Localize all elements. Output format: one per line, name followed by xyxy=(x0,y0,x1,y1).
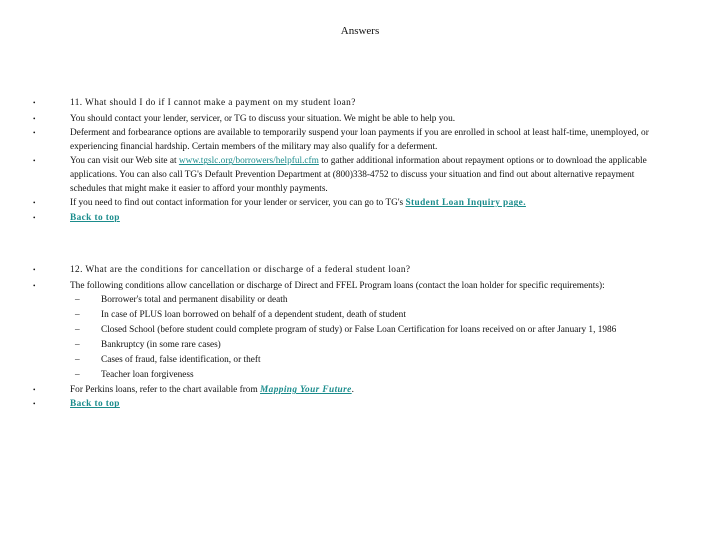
text: If you need to find out contact information for your lender or servicer, you can go to TG's xyxy=(70,198,406,209)
condition-text: Closed School (before student could complete program of study) or False Loan Certification for loans received on or after January 1, 1986 xyxy=(101,325,617,336)
answer-paragraph xyxy=(33,384,663,398)
answer-paragraph: • The following conditions allow cancellation or discharge of Direct and FFEL Program loans (contact the loan holder for specific requirements): xyxy=(33,280,663,294)
back-to-top-item xyxy=(33,398,663,412)
condition-text: Borrower's total and permanent disability or death xyxy=(101,295,288,306)
dash-bullet: – xyxy=(75,325,80,336)
text: You can visit our Web site at xyxy=(70,156,179,167)
answer-paragraph: • Deferment and forbearance options are available to temporarily suspend your loan payments if you are enrolled in school at least half-time, unemployed, or experiencing financial hardship. Certain members of the military may also qualify for a deferment. xyxy=(33,127,663,155)
tgslc-helpful-link[interactable]: www.tgslc.org/borrowers/helpful.cfm xyxy=(178,156,319,167)
condition-text: Teacher loan forgiveness xyxy=(101,370,194,381)
back-to-top-link[interactable]: Back to top xyxy=(70,399,120,410)
answer-paragraph: • You should contact your lender, servicer, or TG to discuss your situation. We might be able to help you. xyxy=(33,113,663,127)
question-11: • 11. What should I do if I cannot make a payment on my student loan? xyxy=(33,97,663,111)
dash-bullet: – xyxy=(75,295,80,306)
condition-item xyxy=(33,309,663,323)
page-title: Answers xyxy=(340,25,380,37)
text: . xyxy=(351,385,354,396)
condition-item xyxy=(33,339,663,353)
question-12: • 12. What are the conditions for cancellation or discharge of a federal student loan? xyxy=(33,264,663,278)
condition-item xyxy=(33,369,663,383)
condition-item xyxy=(33,354,663,368)
condition-text: Bankruptcy (in some rare cases) xyxy=(101,340,221,351)
condition-item xyxy=(33,324,663,338)
faq-section-12 xyxy=(33,264,663,413)
condition-text: Cases of fraud, false identification, or theft xyxy=(101,355,261,366)
answer-paragraph xyxy=(33,155,663,196)
student-loan-inquiry-link[interactable]: Student Loan Inquiry page. xyxy=(405,198,526,209)
text: For Perkins loans, refer to the chart available from xyxy=(70,385,261,396)
back-to-top-item xyxy=(33,212,663,226)
condition-item xyxy=(33,294,663,308)
back-to-top-link[interactable]: Back to top xyxy=(70,212,120,223)
mapping-your-future-link[interactable]: Mapping Your Future xyxy=(260,385,352,396)
dash-bullet: – xyxy=(75,310,80,321)
answer-paragraph xyxy=(33,197,663,211)
dash-bullet: – xyxy=(75,340,80,351)
faq-section-11 xyxy=(33,97,663,226)
condition-text: In case of PLUS loan borrowed on behalf of a dependent student, death of student xyxy=(101,310,406,321)
dash-bullet: – xyxy=(75,370,80,381)
text: to gather additional information about repayment options or to download the applicable applications. You can also call TG's Default Prevention Department at (800)338-4752 to discuss your situation and find out about alternative repayment schedules that might make it easier to afford your monthly payments. xyxy=(70,156,647,194)
dash-bullet: – xyxy=(75,355,80,366)
